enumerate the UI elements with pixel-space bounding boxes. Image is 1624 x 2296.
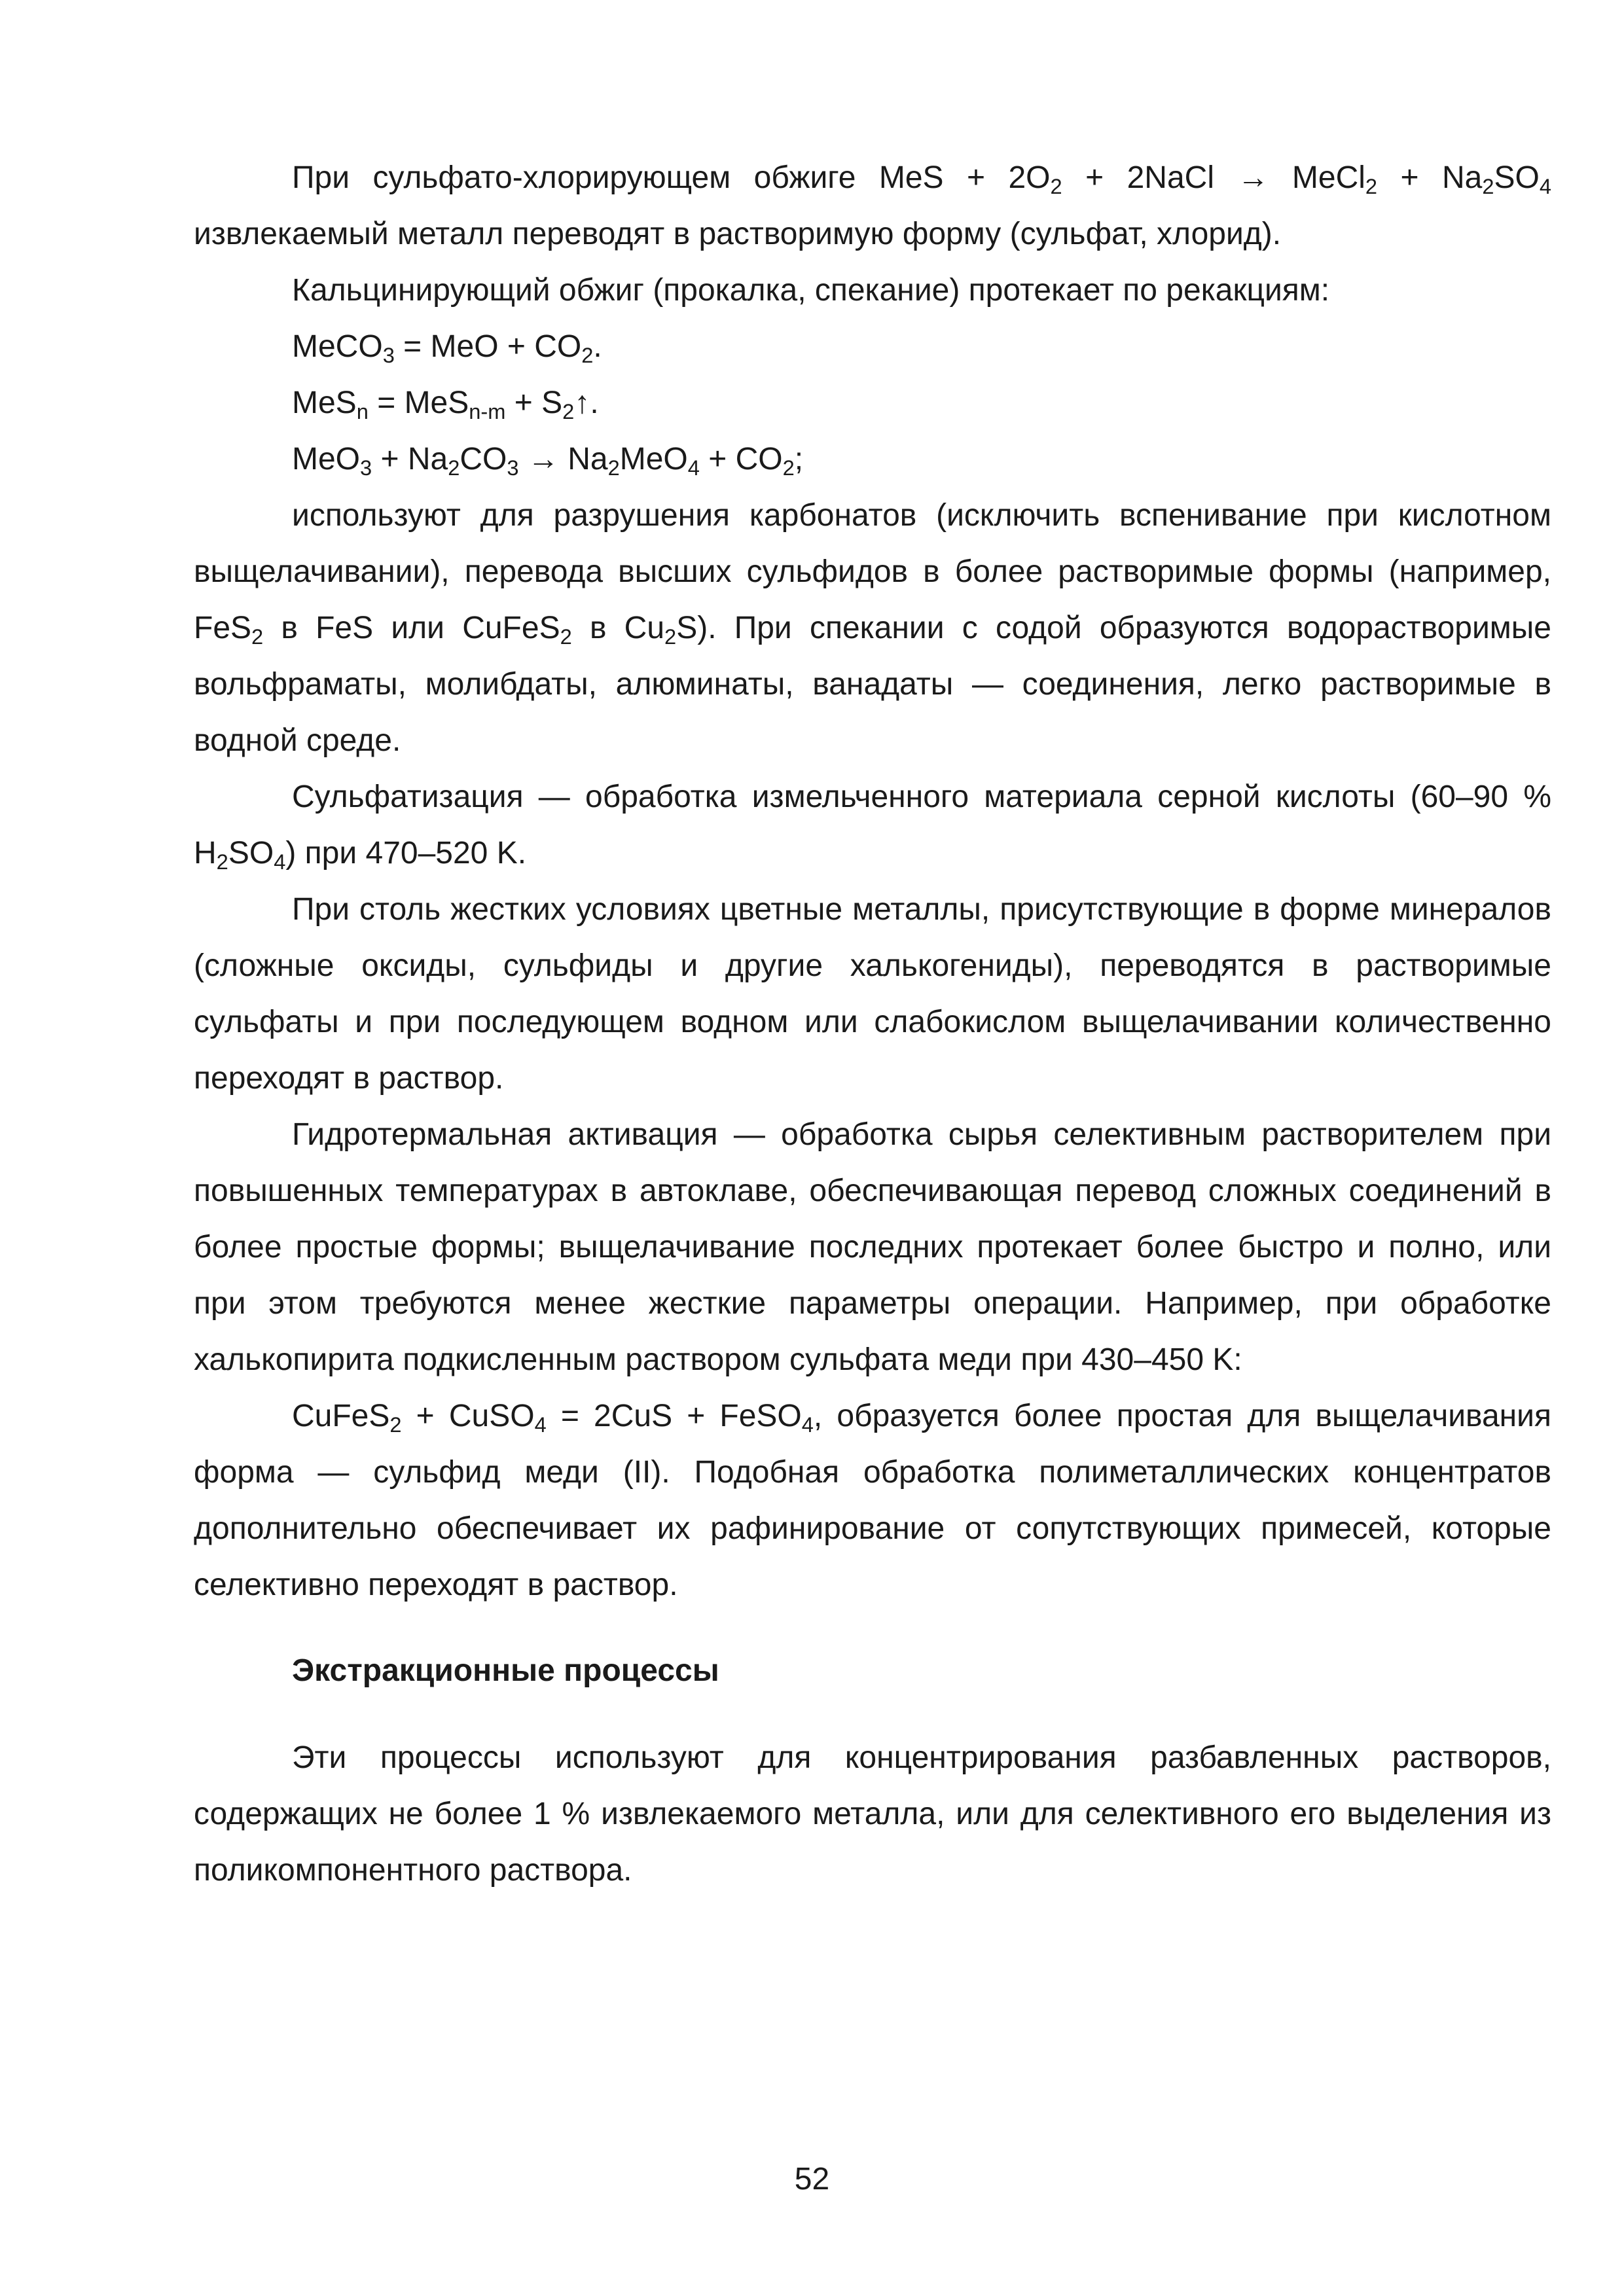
subscript: 2 [562, 399, 575, 424]
text-run: CO [460, 442, 507, 476]
text-run: извлекаемый металл переводят в растворимую форму (сульфат, хлорид). [194, 217, 1282, 251]
formula-sulfide-decomposition [194, 375, 1551, 431]
text-run: + Na [372, 442, 448, 476]
text-run: Сульфатизация — обработка измельченного материала серной кислоты (60–90 % H [194, 780, 1551, 870]
subscript: 2 [560, 624, 572, 649]
body-text-block [194, 150, 1551, 1613]
subscript: 2 [1482, 174, 1494, 199]
text-run: + 2NaCl → MeCl [1062, 160, 1365, 195]
text-run: MeS [292, 386, 357, 420]
text-run: + Na [1377, 160, 1483, 195]
subscript: 2 [664, 624, 677, 649]
paragraph-calcining-purpose [194, 488, 1551, 769]
text-run: . [593, 329, 602, 364]
formula-soda-sintering [194, 431, 1551, 488]
subscript: 2 [607, 456, 620, 480]
subscript: 4 [801, 1412, 814, 1437]
text-run: + S [505, 386, 563, 420]
text-run: → Na [518, 442, 608, 476]
text-run: в Cu [571, 611, 665, 645]
text-run: , образуется более простая для выщелачивания форма — сульфид меди (II). Подобная обработка полиметаллических концентратов дополнительно обеспечивает их рафинирование от сопутствующих примесей, которые селективно переходят в раствор. [194, 1399, 1551, 1602]
formula-carbonate-decomposition [194, 319, 1551, 375]
text-run: S). При спекании с содой образуются водорастворимые вольфраматы, молибдаты, алюминаты, ванадаты — соединения, легко растворимые в водной среде. [194, 611, 1551, 758]
text-run: + CuSO [401, 1399, 535, 1433]
subscript: 2 [581, 343, 594, 368]
text-run: SO [228, 836, 274, 870]
text-run: = MeO + CO [394, 329, 582, 364]
text-run: ) при 470–520 K. [285, 836, 527, 870]
subscript: 3 [507, 456, 519, 480]
paragraph-hydrothermal-activation: Гидротермальная активация — обработка сырья селективным растворителем при повышенных температурах в автоклаве, обеспечивающая перевод сложных соединений в более простые формы; выщелачивание последних протекает более быстро и полно, или при этом требуются менее жесткие параметры операции. Например, при обработке халькопирита подкисленным раствором сульфата меди при 430–450 K: [194, 1117, 1551, 1377]
paragraph-sulfatization [194, 769, 1551, 882]
paragraph-sulfate-chlorinating-roasting [194, 150, 1551, 262]
section-heading: Экстракционные процессы [292, 1653, 719, 1688]
subscript: n [356, 399, 369, 424]
subscript: 4 [274, 850, 286, 874]
subscript: n-m [469, 399, 506, 424]
text-run: в FeS или CuFeS [263, 611, 560, 645]
text-run: При сульфато-хлорирующем обжиге MeS + 2O [292, 160, 1051, 195]
text-run: = 2CuS + FeSO [546, 1399, 802, 1433]
text-run: MeO [292, 442, 361, 476]
subscript: 2 [389, 1412, 402, 1437]
text-run: = MeS [368, 386, 469, 420]
subscript: 3 [360, 456, 372, 480]
text-run: ; [794, 442, 804, 476]
paragraph-calcining-roasting-intro: Кальцинирующий обжиг (прокалка, спекание) протекает по рекакциям: [292, 273, 1330, 308]
body-text-block-2 [194, 1730, 1551, 1899]
text-run: CuFeS [292, 1399, 390, 1433]
subscript: 2 [216, 850, 228, 874]
text-run: SO [1494, 160, 1540, 195]
text-run: используют для разрушения карбонатов (исключить вспенивание при кислотном выщелачивании), перевода высших сульфидов в более растворимые формы (например, FeS [194, 498, 1551, 645]
subscript: 4 [1539, 174, 1552, 199]
paragraph-extraction-processes: Эти процессы используют для концентрирования разбавленных растворов, содержащих не более 1 % извлекаемого металла, или для селективного его выделения из поликомпонентного раствора. [194, 1740, 1551, 1888]
subscript: 3 [382, 343, 395, 368]
subscript: 4 [534, 1412, 547, 1437]
subscript: 2 [448, 456, 460, 480]
subscript: 2 [782, 456, 795, 480]
text-run: ↑. [574, 386, 599, 420]
page-number: 52 [794, 2162, 830, 2197]
text-run: + CO [699, 442, 783, 476]
subscript: 2 [251, 624, 264, 649]
subscript: 2 [1050, 174, 1062, 199]
subscript: 2 [1365, 174, 1378, 199]
subscript: 4 [687, 456, 700, 480]
paragraph-chalcopyrite-reaction [194, 1388, 1551, 1613]
text-run: MeO [619, 442, 688, 476]
text-run: MeCO [292, 329, 383, 364]
paragraph-harsh-conditions: При столь жестких условиях цветные металлы, присутствующие в форме минералов (сложные оксиды, сульфиды и другие халькогениды), переводятся в растворимые сульфаты и при последующем водном или слабокислом выщелачивании количественно переходят в раствор. [194, 892, 1551, 1096]
